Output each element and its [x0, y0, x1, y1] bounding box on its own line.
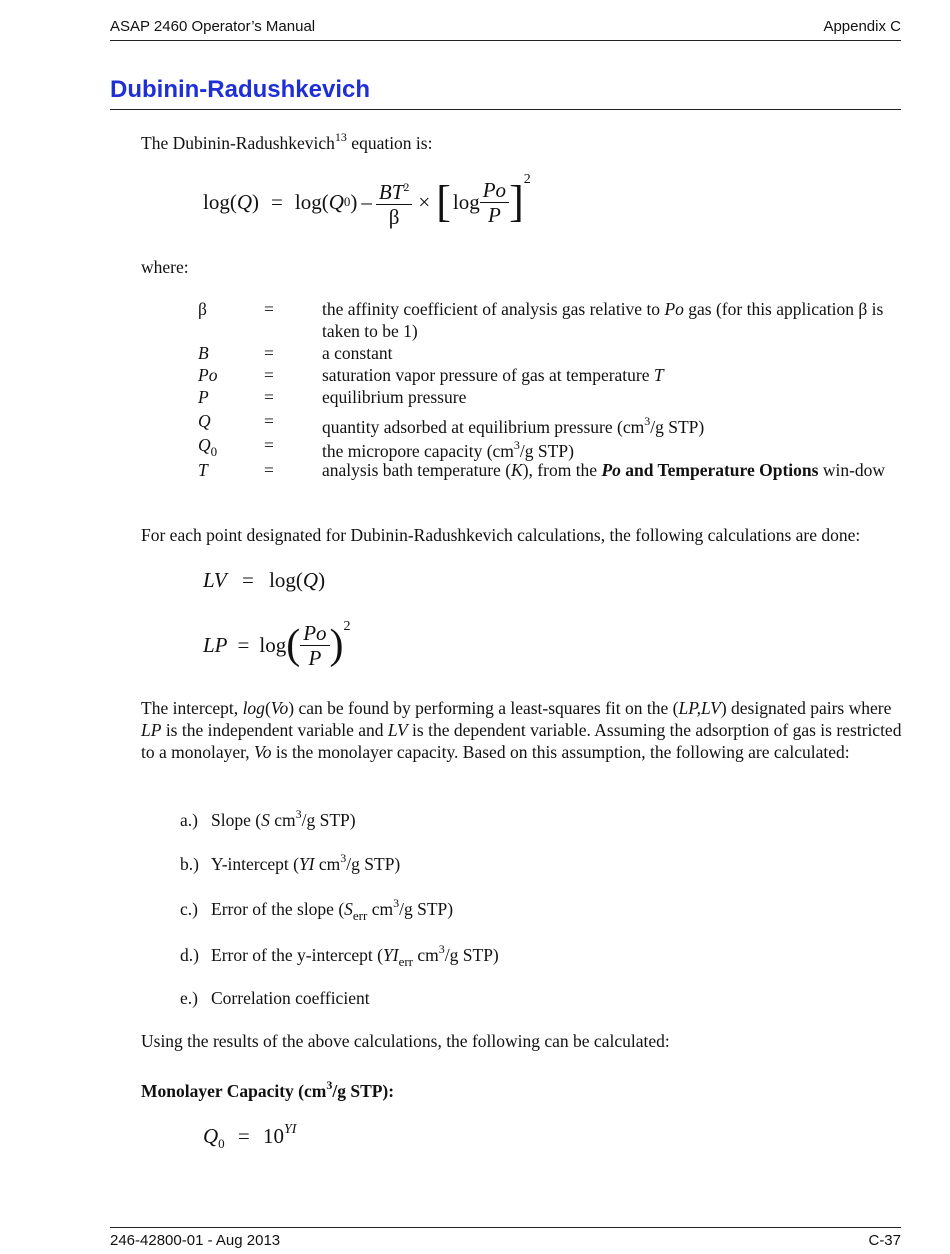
- section-title: Dubinin-Radushkevich: [110, 76, 371, 103]
- final-lhs: Q: [203, 1124, 219, 1148]
- final-equation: [203, 1124, 296, 1152]
- def-desc: saturation vapor pressure of gas at temperature T: [322, 365, 664, 385]
- list-item: e.) Correlation coefficient: [180, 988, 370, 1008]
- lv-lhs: LV: [203, 568, 227, 592]
- intercept-paragraph: The intercept, log(Vo) can be found by performing a least-squares fit on the (LP,LV) designated pairs where LP is the independent variable and LV is the dependent variable. Assuming the adsorption of gas is restricted to a monolayer, Vo is the monolayer capacity. Based on this assumption, the following are calculated:: [141, 698, 902, 762]
- calc-intro: For each point designated for Dubinin-Radushkevich calculations, the following calculations are done:: [141, 525, 861, 545]
- def-symbol: β: [198, 299, 207, 319]
- lv-var: Q: [302, 568, 319, 592]
- footer-left: 246-42800-01 - Aug 2013: [110, 1232, 281, 1249]
- intro-before: The Dubinin-Radushkevich: [141, 133, 335, 153]
- def-symbol: B: [198, 343, 209, 363]
- def-desc: the micropore capacity ($cm^3/g$ STP): [322, 438, 574, 461]
- final-base: 10: [263, 1124, 285, 1148]
- lv-eq: =: [241, 568, 254, 592]
- intro-ref: 13: [334, 130, 347, 144]
- eq-inner-den: P: [487, 202, 501, 227]
- def-symbol: T: [198, 460, 208, 480]
- lp-num: Po: [300, 621, 329, 646]
- where-label: where:: [141, 257, 189, 277]
- header-left: ASAP 2460 Operator’s Manual: [110, 18, 316, 35]
- lp-equation: LP = log ( $\frac{Po}{P}$ ) 2: [203, 619, 351, 670]
- eq-outer-exp: 2: [523, 172, 531, 187]
- eq-rhs-var: Q: [328, 189, 344, 214]
- def-desc: equilibrium pressure: [322, 387, 467, 407]
- def-eq: =: [264, 411, 274, 431]
- eq-rhs-sub: 0: [343, 194, 351, 209]
- def-desc: a constant: [322, 343, 393, 363]
- final-eq: =: [237, 1124, 250, 1148]
- results-intro: Using the results of the above calculations, the following can be calculated:: [141, 1031, 670, 1051]
- final-lhs-sub: 0: [218, 1136, 225, 1151]
- lp-den: P: [308, 645, 322, 670]
- lp-fraction: [300, 621, 329, 670]
- definition-row: [0, 459, 950, 503]
- definition-row: [0, 298, 950, 342]
- eq-times: ×: [418, 189, 431, 214]
- main-equation: log ( Q ) = log ( Q 0 ) – $\frac{BT^2}{\beta}$ × [ log $\frac{Po}{P}$ ] 2: [203, 172, 531, 229]
- def-eq: =: [264, 299, 274, 319]
- eq-equals: =: [271, 189, 283, 214]
- intro-after: equation is:: [346, 133, 433, 153]
- eq-num-exp: 2: [403, 180, 410, 194]
- eq-rhs-log: log: [294, 189, 322, 214]
- def-symbol: Po: [198, 365, 218, 385]
- monolayer-heading: Monolayer Capacity ($cm^3/g$ STP):: [141, 1078, 395, 1101]
- list-item: a.) Slope (S $cm^3/g$ STP): [180, 807, 356, 830]
- header-rule: [110, 40, 901, 41]
- eq-den: β: [388, 205, 400, 229]
- def-symbol: $Q_0$: [198, 435, 218, 459]
- footer-right: C-37: [868, 1232, 901, 1249]
- final-exp: YI: [284, 1122, 297, 1137]
- list-item: b.) Y-intercept (YI $cm^3/g$ STP): [180, 851, 401, 874]
- intro-text: [141, 126, 432, 154]
- lv-equation: LV = log(Q): [203, 568, 326, 592]
- def-desc: analysis bath temperature (K), from the Po and Temperature Options win-dow: [322, 460, 886, 480]
- eq-log2: log: [452, 189, 480, 214]
- title-rule: [110, 109, 901, 110]
- def-desc: quantity adsorbed at equilibrium pressure ($cm^3/g$ STP): [322, 414, 705, 437]
- eq-minus: –: [361, 189, 372, 214]
- eq-inner-fraction: [480, 178, 509, 227]
- header-right: Appendix C: [823, 18, 901, 35]
- def-eq: =: [264, 365, 274, 385]
- def-eq: =: [264, 387, 274, 407]
- def-desc: the affinity coefficient of analysis gas relative to Po gas (for this application β is taken to be 1): [322, 299, 884, 341]
- eq-log-fn: log: [203, 189, 230, 214]
- list-item: c.) Error of the slope ($S_{err}$ $cm^3/g$ STP): [180, 896, 454, 923]
- lp-fn: log: [259, 632, 287, 657]
- def-symbol: Q: [198, 411, 211, 431]
- footer-rule: [110, 1227, 901, 1228]
- eq-inner-num: Po: [480, 178, 509, 203]
- lp-lhs: LP: [203, 632, 228, 657]
- lp-eq: =: [237, 632, 250, 657]
- def-symbol: P: [198, 387, 209, 407]
- def-eq: =: [264, 460, 274, 480]
- eq-num: BT: [378, 180, 404, 204]
- def-eq: =: [264, 343, 274, 363]
- eq-fraction: [376, 175, 413, 229]
- eq-lhs-var: Q: [236, 189, 253, 214]
- lp-exp: 2: [343, 619, 351, 634]
- def-eq: =: [264, 435, 274, 455]
- lv-fn: log: [269, 568, 296, 592]
- list-item: d.) Error of the y-intercept ($YI_{err}$ $cm^3/g$ STP): [180, 942, 499, 969]
